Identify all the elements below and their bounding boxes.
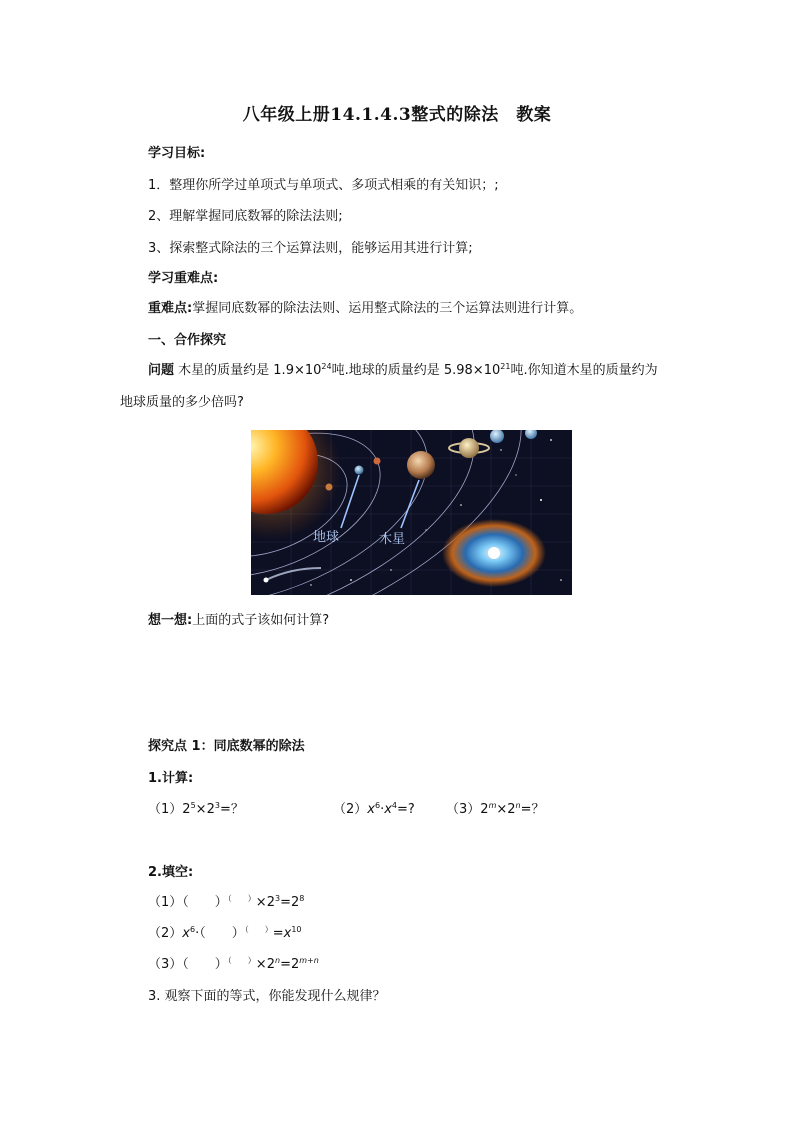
- fill-3-base-c: 2: [290, 957, 300, 972]
- calc-2-exp-b: 4: [391, 801, 398, 810]
- calc-2-end: =?: [397, 802, 415, 817]
- calc-item-2: [333, 801, 415, 819]
- calc-2-operator: ·: [380, 802, 385, 817]
- objective-item-2: 2、理解掌握同底数幂的除法法则;: [148, 209, 343, 224]
- fill-2-exp-c: 10: [291, 925, 302, 934]
- question-part-2: 吨.地球的质量约是 5.98×10: [331, 363, 501, 378]
- question-label: 问题: [148, 363, 175, 378]
- fill-2-equals: =: [272, 926, 284, 941]
- question-exp-2: 21: [500, 362, 511, 371]
- objectives-heading: 学习目标:: [148, 146, 206, 161]
- question-part-3: 吨.你知道木星的质量约为: [510, 363, 658, 378]
- calc-3-operator: ×: [496, 802, 508, 817]
- calc-1-base-a: 2: [182, 802, 191, 817]
- objective-item-3: 3、探索整式除法的三个运算法则，能够运用其进行计算;: [148, 241, 473, 256]
- fill-2-exp-a: 6: [189, 925, 196, 934]
- calc-2-exp-a: 6: [374, 801, 381, 810]
- fill-1-blank-exp[interactable]: （ ）: [227, 894, 256, 903]
- earth-label: 地球: [313, 530, 340, 545]
- question-line-1: [148, 362, 658, 380]
- fill-2-base-c: x: [283, 926, 292, 941]
- calc-3-exp-a: m: [488, 801, 497, 810]
- explore-heading: 探究点 1：同底数幂的除法: [148, 739, 305, 754]
- calc-1-base-b: 2: [206, 802, 215, 817]
- section-heading-cooperate: 一、合作探究: [148, 333, 227, 348]
- calc-1-end: =？: [219, 802, 244, 817]
- think-line: [148, 612, 329, 630]
- fill-3-blank-base[interactable]: （ ）: [182, 957, 228, 972]
- fill-1-number: （1）: [148, 895, 183, 910]
- calc-1-operator: ×: [195, 802, 207, 817]
- calc-3-end: =？: [520, 802, 545, 817]
- key-points-line: [148, 300, 582, 318]
- fill-3-operator: ×: [255, 957, 267, 972]
- question-line-2: 地球质量的多少倍吗?: [120, 395, 244, 410]
- calc-heading: 1.计算:: [148, 771, 194, 786]
- think-text: 上面的式子该如何计算?: [192, 613, 330, 628]
- page-title: 八年级上册14.1.4.3整式的除法 教案: [242, 105, 552, 125]
- fill-1-blank-base[interactable]: （ ）: [182, 895, 228, 910]
- observe-question: 3. 观察下面的等式，你能发现什么规律？: [148, 989, 386, 1004]
- fill-2-number: （2）: [148, 926, 183, 941]
- fill-1-operator: ×: [255, 895, 267, 910]
- fill-2-base-a: x: [182, 926, 190, 941]
- fill-3-exp-c: m+n: [299, 956, 319, 965]
- fill-3-blank-exp[interactable]: （ ）: [227, 956, 256, 965]
- jupiter-label: 木星: [379, 532, 406, 547]
- key-points-text: 掌握同底数幂的除法法则、运用整式除法的三个运算法则进行计算。: [192, 301, 583, 316]
- calc-item-1: [148, 801, 244, 819]
- calc-3-exp-b: n: [515, 801, 521, 810]
- fill-1-equals: =: [280, 895, 291, 910]
- fill-3-equals: =: [280, 957, 291, 972]
- fill-3-exp-b: n: [274, 956, 281, 965]
- calc-2-base-a: x: [367, 802, 375, 817]
- fill-1-exp-c: 8: [299, 894, 305, 903]
- calc-3-base-a: 2: [480, 802, 489, 817]
- calc-1-exp-b: 3: [214, 801, 220, 810]
- objective-item-1: 1．整理你所学过单项式与单项式、多项式相乘的有关知识；;: [148, 178, 499, 193]
- fill-2-blank-base[interactable]: （ ）: [199, 926, 245, 941]
- fill-1-base-b: 2: [266, 895, 275, 910]
- fill-1-base-c: 2: [290, 895, 300, 910]
- think-label: 想一想:: [148, 613, 193, 628]
- fill-item-3: [148, 956, 319, 974]
- key-points-label: 重难点:: [148, 301, 193, 316]
- calc-2-number: （2）: [333, 802, 368, 817]
- fill-heading: 2.填空:: [148, 865, 194, 880]
- calc-3-number: （3）: [446, 802, 481, 817]
- fill-3-base-b: 2: [266, 957, 275, 972]
- calc-1-exp-a: 5: [190, 801, 196, 810]
- fill-2-blank-exp[interactable]: （ ）: [244, 925, 273, 934]
- calc-2-base-b: x: [384, 802, 392, 817]
- fill-3-number: （3）: [148, 957, 183, 972]
- question-part-1: 木星的质量约是 1.9×10: [178, 363, 322, 378]
- question-exp-1: 24: [321, 362, 332, 371]
- calc-1-number: （1）: [148, 802, 183, 817]
- fill-item-1: [148, 894, 304, 912]
- calc-item-3: [446, 801, 545, 819]
- key-points-heading: 学习重难点:: [148, 271, 219, 286]
- calc-3-base-b: 2: [507, 802, 516, 817]
- fill-1-exp-b: 3: [274, 894, 281, 903]
- fill-2-operator: ·: [195, 926, 200, 941]
- solar-system-image: [251, 430, 572, 595]
- fill-item-2: [148, 925, 302, 943]
